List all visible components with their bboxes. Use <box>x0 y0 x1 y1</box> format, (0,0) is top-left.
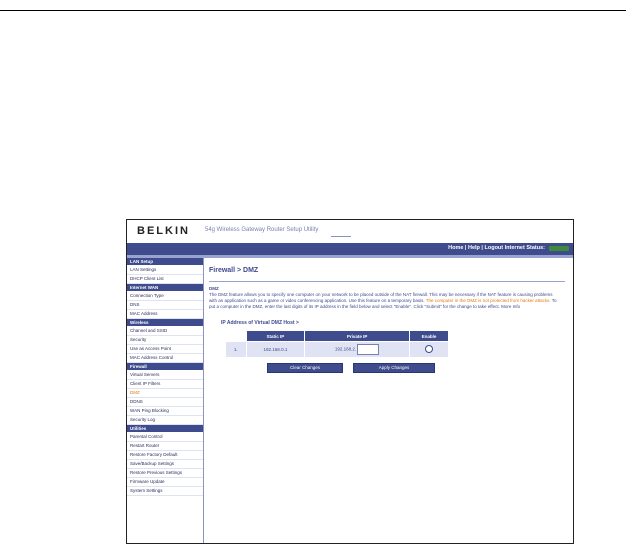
sidebar-item-firmware-update[interactable]: Firmware Update <box>127 478 203 487</box>
page-title: Firewall > DMZ <box>209 267 259 274</box>
sidebar-item-dhcp-client-list[interactable]: DHCP Client List <box>127 275 203 284</box>
desc-tail: To put a computer in the DMZ, enter the last digits of its IP address in the field below and select "Enable". Click "Submit" for the change to take effect. More Info <box>209 298 557 309</box>
row-index: 1. <box>226 342 247 358</box>
sidebar-item-restore-factory[interactable]: Restore Factory Default <box>127 451 203 460</box>
internet-status-indicator <box>549 246 569 251</box>
sidebar-section-wireless[interactable]: Wireless <box>127 319 203 326</box>
sidebar-item-wan-ping-blocking[interactable]: WAN Ping Blocking <box>127 407 203 416</box>
clear-changes-button[interactable]: Clear Changes <box>267 363 343 373</box>
sidebar-item-ddns[interactable]: DDNS <box>127 398 203 407</box>
sidebar-item-mac-address[interactable]: MAC Address <box>127 310 203 319</box>
sidebar-section-utilities[interactable]: Utilities <box>127 425 203 432</box>
dmz-description <box>209 286 561 310</box>
sidebar-item-security[interactable]: Security <box>127 336 203 345</box>
sidebar-item-connection-type[interactable]: Connection Type <box>127 292 203 301</box>
sidebar-section-internet[interactable]: Internet WAN <box>127 284 203 291</box>
sidebar-item-save-backup[interactable]: Save/Backup Settings <box>127 460 203 469</box>
enable-cell <box>409 342 448 358</box>
main-content <box>209 262 567 373</box>
sidebar-item-security-log[interactable]: Security Log <box>127 416 203 425</box>
static-ip-value: 192.168.0.1 <box>246 342 305 358</box>
column-enable: Enable <box>409 331 448 342</box>
private-ip-prefix: 192.168.2. <box>334 346 357 352</box>
table-title: IP Address of Virtual DMZ Host > <box>221 320 299 326</box>
button-row <box>267 363 567 373</box>
dmz-host-table <box>225 330 449 358</box>
enable-radio[interactable] <box>425 345 433 353</box>
sidebar-item-lan-settings[interactable]: LAN Settings <box>127 266 203 275</box>
column-static-ip: Static IP <box>246 331 305 342</box>
utility-subtitle: 54g Wireless Gateway Router Setup Utility <box>205 227 319 233</box>
sidebar-item-mac-control[interactable]: MAC Address Control <box>127 354 203 363</box>
desc-lead: DMZ <box>209 286 219 291</box>
sidebar-item-restart-router[interactable]: Restart Router <box>127 442 203 451</box>
sidebar-item-system-settings[interactable]: System Settings <box>127 487 203 496</box>
desc-body: The DMZ feature allows you to specify one computer on your network to be placed outside of the NAT firewall. This may be necessary if the NAT feature is causing problems with an application such as a game or video conferencing application. Use this feature on a temporary basis. <box>209 292 553 303</box>
sidebar <box>127 258 204 543</box>
table-row <box>226 342 449 358</box>
sidebar-section-lan[interactable]: LAN Setup <box>127 258 203 265</box>
top-nav-bar <box>127 243 573 255</box>
private-ip-cell <box>305 342 410 358</box>
title-divider <box>209 281 565 282</box>
page-top-rule <box>0 10 626 11</box>
apply-changes-button[interactable]: Apply Changes <box>353 363 435 373</box>
sidebar-item-channel-ssid[interactable]: Channel and SSID <box>127 327 203 336</box>
sidebar-item-dns[interactable]: DNS <box>127 301 203 310</box>
router-setup-window <box>126 219 574 544</box>
sidebar-item-access-point[interactable]: Use as Access Point <box>127 345 203 354</box>
subtitle-underline <box>331 236 351 237</box>
desc-warning: The computer in the DMZ is not protected from hacker attacks. <box>425 298 551 303</box>
header <box>127 220 573 242</box>
private-ip-input[interactable] <box>357 344 379 355</box>
column-private-ip: Private IP <box>305 331 410 342</box>
brand-logo: BELKIN <box>137 225 190 237</box>
sidebar-item-parental-control[interactable]: Parental Control <box>127 433 203 442</box>
sidebar-section-firewall[interactable]: Firewall <box>127 363 203 370</box>
index-header <box>226 331 247 342</box>
sidebar-item-virtual-servers[interactable]: Virtual Servers <box>127 371 203 380</box>
sidebar-item-restore-previous[interactable]: Restore Previous Settings <box>127 469 203 478</box>
top-links[interactable]: Home | Help | Logout Internet Status: <box>448 245 545 251</box>
sidebar-item-dmz[interactable]: DMZ <box>127 389 203 398</box>
table-header-row <box>226 331 449 342</box>
sidebar-item-client-ip-filters[interactable]: Client IP Filters <box>127 380 203 389</box>
